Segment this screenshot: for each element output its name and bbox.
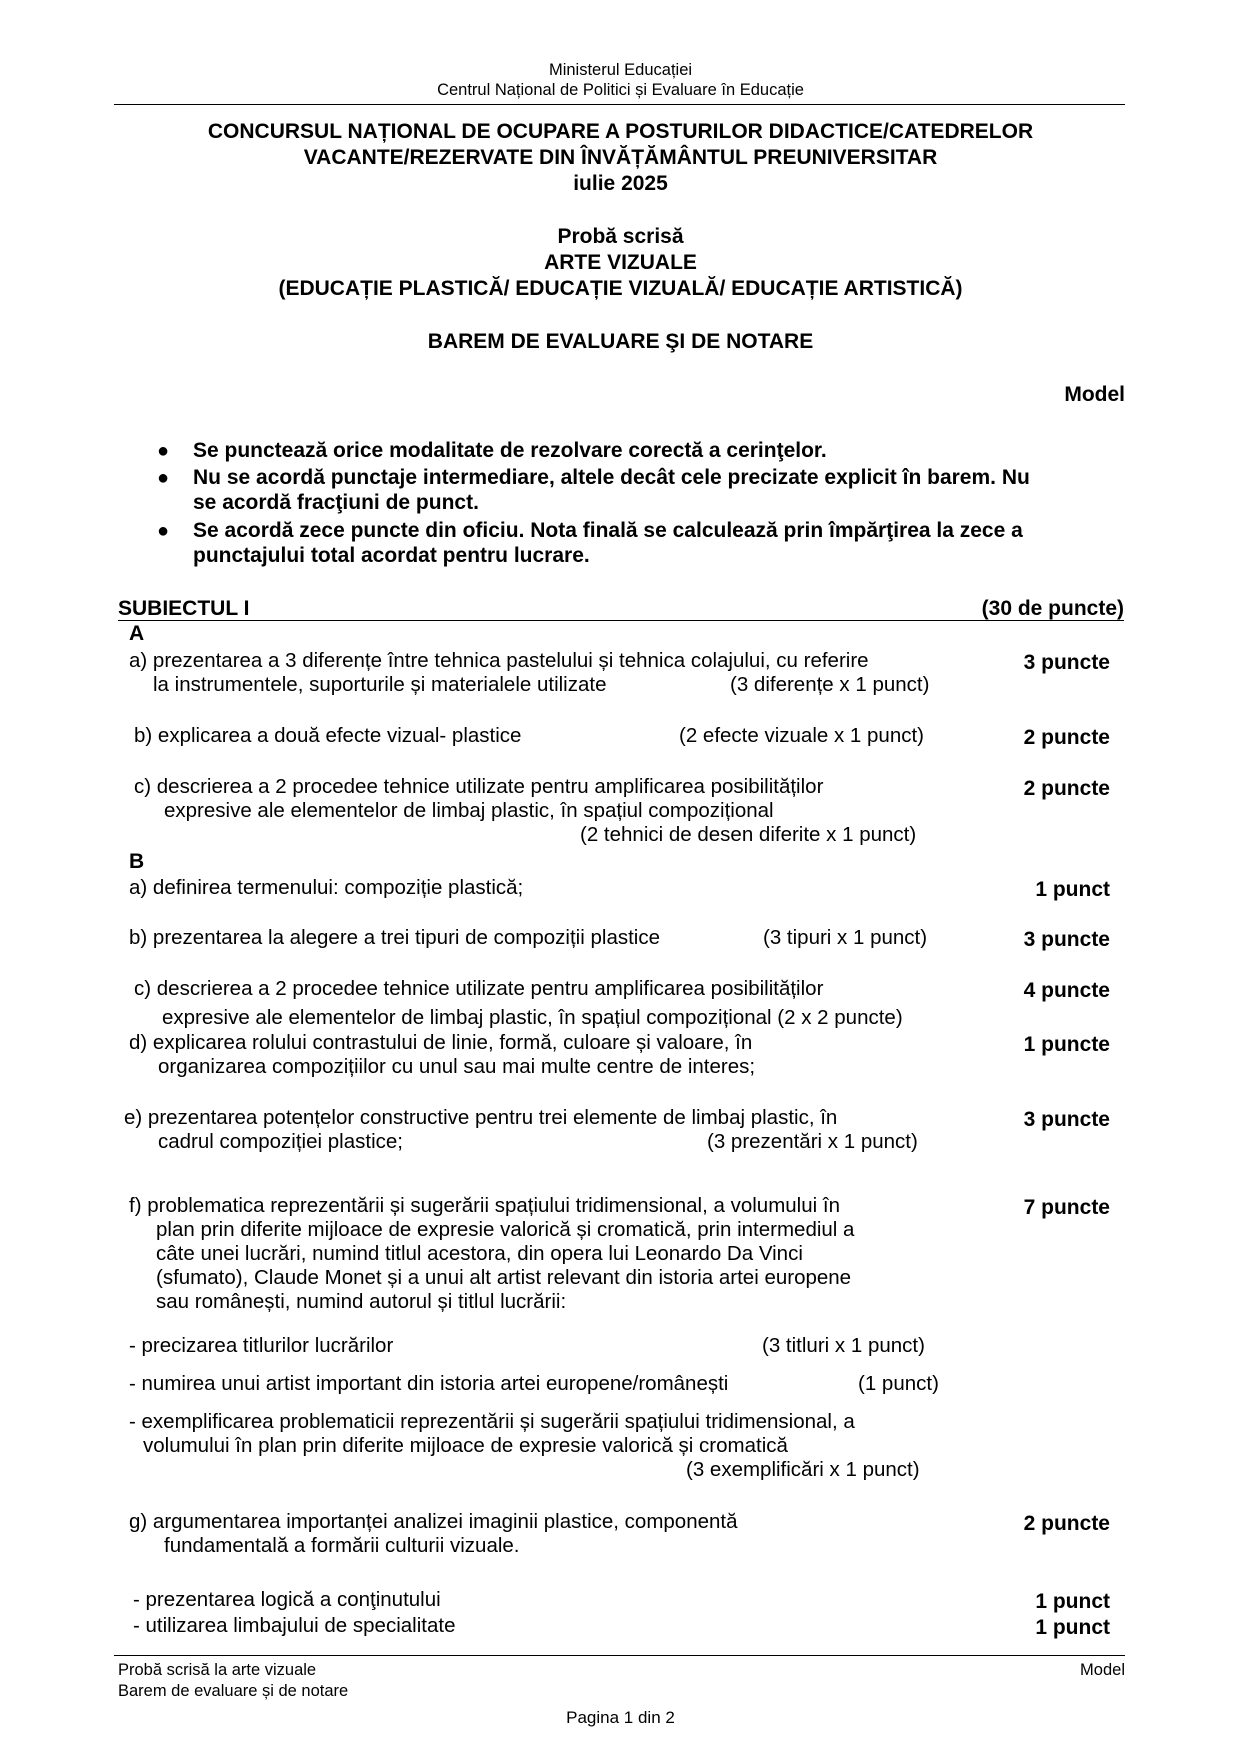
footer-right: Model: [1080, 1661, 1125, 1679]
item-b-f-sub-1-calc: (3 titluri x 1 punct): [762, 1334, 925, 1357]
item-a-c-line-2: expresive ale elementelor de limbaj plastic, în spațiul compozițional: [164, 799, 774, 822]
item-b-g-line-2: fundamentală a formării culturii vizuale.: [164, 1534, 520, 1557]
rule-3-line-2: punctajului total acordat pentru lucrare.: [193, 544, 590, 567]
item-b-f-line-4: (sfumato), Claude Monet și a unui alt artist relevant din istoria artei europene: [156, 1266, 852, 1289]
rule-3-line-1: Se acordă zece puncte din oficiu. Nota finală se calculează prin împărţirea la zece a: [193, 519, 1023, 542]
header-ministry: Ministerul Educației: [548, 61, 693, 79]
item-b-f-sub-2-calc: (1 punct): [858, 1372, 939, 1395]
item-a-c-line-1: c) descrierea a 2 procedee tehnice utilizate pentru amplificarea posibilităților: [134, 775, 824, 798]
footer-left-1: Probă scrisă la arte vizuale: [118, 1661, 317, 1679]
item-a-c-points: 2 puncte: [1023, 777, 1110, 800]
item-b-f-sub-1: - precizarea titlurilor lucrărilor: [129, 1334, 394, 1357]
item-b-f-points: 7 puncte: [1023, 1196, 1110, 1219]
part-a-label: A: [129, 622, 145, 645]
title-date: iulie 2025: [573, 172, 668, 195]
header-rule: [114, 104, 1125, 105]
item-b-f-sub-3-line-1: - exemplificarea problematicii reprezentării și sugerării spațiului tridimensional, a: [129, 1410, 855, 1433]
item-b-b-points: 3 puncte: [1023, 928, 1110, 951]
footer-left-2: Barem de evaluare și de notare: [118, 1682, 349, 1700]
item-b-b-line-1: b) prezentarea la alegere a trei tipuri de compoziții plastice: [129, 926, 660, 949]
header-center: Centrul Național de Politici și Evaluare în Educație: [437, 81, 804, 99]
item-b-g-sub-2-points: 1 punct: [1035, 1616, 1110, 1639]
item-b-g-sub-1: - prezentarea logică a conţinutului: [133, 1588, 441, 1611]
item-b-g-points: 2 puncte: [1023, 1512, 1110, 1535]
rule-2-line-2: se acordă fracţiuni de punct.: [193, 491, 479, 514]
item-a-c-calc: (2 tehnici de desen diferite x 1 punct): [580, 823, 917, 846]
item-b-d-line-1: d) explicarea rolului contrastului de linie, formă, culoare și valoare, în: [129, 1031, 753, 1054]
item-a-a-calc: (3 diferențe x 1 punct): [730, 673, 930, 696]
item-a-b-line-1: b) explicarea a două efecte vizual- plastice: [134, 724, 522, 747]
item-b-g-sub-1-points: 1 punct: [1035, 1590, 1110, 1613]
item-b-e-line-2: cadrul compoziției plastice;: [158, 1130, 403, 1153]
section-title: SUBIECTUL I: [118, 597, 250, 620]
item-b-f-line-5: sau românești, numind autorul și titlul lucrării:: [156, 1290, 567, 1313]
item-b-f-sub-2: - numirea unui artist important din istoria artei europene/românești: [129, 1372, 729, 1395]
rule-1: Se punctează orice modalitate de rezolvare corectă a cerinţelor.: [193, 439, 827, 462]
item-b-c-points: 4 puncte: [1023, 979, 1110, 1002]
model-label: Model: [1064, 383, 1125, 406]
item-b-e-points: 3 puncte: [1023, 1108, 1110, 1131]
test-type: Probă scrisă: [557, 225, 684, 248]
title-line-2: VACANTE/REZERVATE DIN ÎNVĂȚĂMÂNTUL PREUNIVERSITAR: [303, 146, 938, 169]
item-b-e-calc: (3 prezentări x 1 punct): [707, 1130, 918, 1153]
item-b-e-line-1: e) prezentarea potențelor constructive pentru trei elemente de limbaj plastic, în: [124, 1106, 838, 1129]
section-rule: [118, 620, 1124, 621]
item-b-g-sub-2: - utilizarea limbajului de specialitate: [133, 1614, 456, 1637]
rule-2-line-1: Nu se acordă punctaje intermediare, altele decât cele precizate explicit în barem. Nu: [193, 466, 1030, 489]
page-number: Pagina 1 din 2: [566, 1708, 675, 1727]
footer-rule: [114, 1655, 1125, 1656]
bullet-icon: ●: [157, 467, 170, 489]
item-b-f-line-1: f) problematica reprezentării și sugerării spațiului tridimensional, a volumului în: [129, 1194, 840, 1217]
item-b-a-line-1: a) definirea termenului: compoziție plastică;: [129, 876, 524, 899]
item-a-a-line-1: a) prezentarea a 3 diferențe între tehnica pastelului și tehnica colajului, cu referire: [129, 649, 869, 672]
item-b-f-sub-3-line-2: volumului în plan prin diferite mijloace de expresie valorică și cromatică: [143, 1434, 788, 1457]
item-b-d-line-2: organizarea compozițiilor cu unul sau mai multe centre de interes;: [158, 1055, 756, 1078]
item-b-c-line-1: c) descrierea a 2 procedee tehnice utilizate pentru amplificarea posibilităților: [134, 977, 824, 1000]
section-points: (30 de puncte): [981, 597, 1124, 620]
item-b-d-points: 1 puncte: [1023, 1033, 1110, 1056]
item-b-b-calc: (3 tipuri x 1 punct): [763, 926, 928, 949]
document-type: BAREM DE EVALUARE ŞI DE NOTARE: [427, 330, 814, 353]
title-line-1: CONCURSUL NAȚIONAL DE OCUPARE A POSTURILOR DIDACTICE/CATEDRELOR: [207, 120, 1034, 143]
bullet-icon: ●: [157, 440, 170, 462]
item-a-b-calc: (2 efecte vizuale x 1 punct): [679, 724, 924, 747]
item-b-f-line-3: câte unei lucrări, numind titlul acestora, din opera lui Leonardo Da Vinci: [156, 1242, 803, 1265]
item-b-a-points: 1 punct: [1035, 878, 1110, 901]
part-b-label: B: [129, 850, 145, 873]
item-b-f-sub-3-calc: (3 exemplificări x 1 punct): [686, 1458, 920, 1481]
subject-detail: (EDUCAȚIE PLASTICĂ/ EDUCAȚIE VIZUALĂ/ EDUCAȚIE ARTISTICĂ): [278, 277, 963, 300]
bullet-icon: ●: [157, 520, 170, 542]
item-a-b-points: 2 puncte: [1023, 726, 1110, 749]
item-a-a-points: 3 puncte: [1023, 651, 1110, 674]
item-a-a-line-2: la instrumentele, suporturile și materialele utilizate: [153, 673, 607, 696]
item-b-f-line-2: plan prin diferite mijloace de expresie valorică și cromatică, prin intermediul a: [156, 1218, 855, 1241]
subject-name: ARTE VIZUALE: [544, 251, 697, 274]
item-b-g-line-1: g) argumentarea importanței analizei imaginii plastice, componentă: [129, 1510, 738, 1533]
item-b-c-line-2: expresive ale elementelor de limbaj plastic, în spațiul compozițional (2 x 2 puncte): [162, 1006, 903, 1029]
